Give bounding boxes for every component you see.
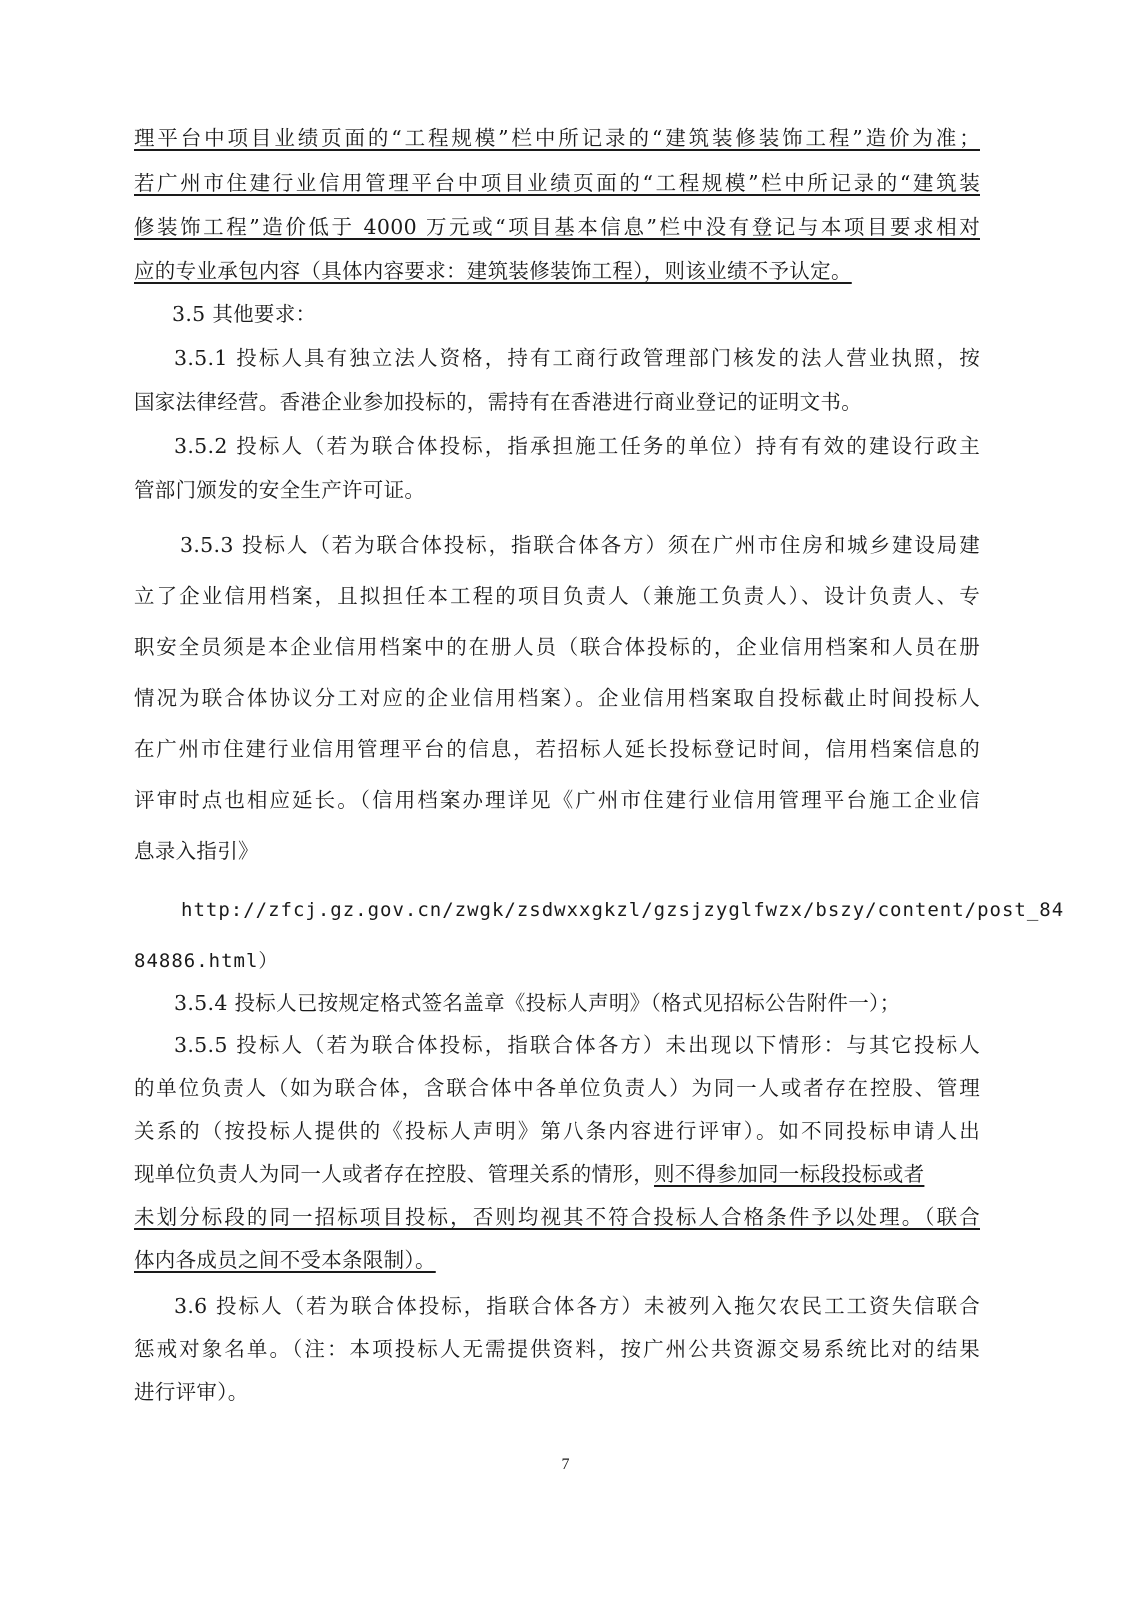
underlined-text: 则不得参加同一标段投标或者 (654, 1162, 925, 1186)
url-text: 84886.html） (134, 950, 279, 972)
paragraph-line: 管部门颁发的安全生产许可证。 (134, 478, 426, 502)
paragraph-line (134, 1159, 980, 1189)
paragraph-line: 情况为联合体协议分工对应的企业信用档案）。企业信用档案取自投标截止时间投标人 (134, 686, 980, 710)
paragraph-line: 惩戒对象名单。（注：本项投标人无需提供资料，按广州公共资源交易系统比对的结果 (134, 1337, 980, 1361)
paragraph-line: 职安全员须是本企业信用档案中的在册人员（联合体投标的，企业信用档案和人员在册 (134, 635, 980, 659)
paragraph-line: 关系的（按投标人提供的《投标人声明》第八条内容进行评审）。如不同投标申请人出 (134, 1119, 980, 1143)
page-number: 7 (561, 1456, 570, 1473)
paragraph-line: 若广州市住建行业信用管理平台中项目业绩页面的“工程规模”栏中所记录的“建筑装 (134, 171, 980, 195)
paragraph-line: 3.6 投标人（若为联合体投标，指联合体各方）未被列入拖欠农民工工资失信联合 (174, 1294, 980, 1318)
paragraph-line: 在广州市住建行业信用管理平台的信息，若招标人延长投标登记时间，信用档案信息的 (134, 737, 980, 761)
paragraph-line: 体内各成员之间不受本条限制）。 (134, 1248, 436, 1272)
paragraph-line: 3.5.3 投标人（若为联合体投标，指联合体各方）须在广州市住房和城乡建设局建 (180, 533, 980, 557)
paragraph-line: 评审时点也相应延长。（信用档案办理详见《广州市住建行业信用管理平台施工企业信 (134, 788, 980, 812)
paragraph-line: 进行评审）。 (134, 1380, 249, 1404)
url-text: http://zfcj.gz.gov.cn/zwgk/zsdwxxgkzl/gzsjzyglfwzx/bszy/content/post_84 (181, 899, 1065, 921)
paragraph-text: 现单位负责人为同一人或者存在控股、管理关系的情形， (134, 1162, 654, 1186)
paragraph-line: 3.5.1 投标人具有独立法人资格，持有工商行政管理部门核发的法人营业执照，按 (174, 346, 980, 370)
paragraph-line: 3.5.5 投标人（若为联合体投标，指联合体各方）未出现以下情形：与其它投标人 (174, 1033, 980, 1057)
paragraph-line: 未划分标段的同一招标项目投标，否则均视其不符合投标人合格条件予以处理。（联合 (134, 1205, 980, 1229)
paragraph-line: 国家法律经营。香港企业参加投标的，需持有在香港进行商业登记的证明文书。 (134, 390, 862, 414)
paragraph-line: 应的专业承包内容（具体内容要求：建筑装修装饰工程），则该业绩不予认定。 (134, 259, 852, 283)
paragraph-line: 3.5.4 投标人已按规定格式签名盖章《投标人声明》（格式见招标公告附件一）； (174, 991, 901, 1015)
paragraph-line: 理平台中项目业绩页面的“工程规模”栏中所记录的“建筑装修装饰工程”造价为准； (134, 126, 980, 150)
paragraph-line: 修装饰工程”造价低于 4000 万元或“项目基本信息”栏中没有登记与本项目要求相对 (134, 215, 980, 239)
section-heading: 3.5 其他要求： (172, 302, 317, 326)
paragraph-line: 3.5.2 投标人（若为联合体投标，指承担施工任务的单位）持有有效的建设行政主 (174, 434, 980, 458)
paragraph-line: 息录入指引》 (134, 839, 259, 863)
paragraph-line: 立了企业信用档案，且拟担任本工程的项目负责人（兼施工负责人）、设计负责人、专 (134, 584, 980, 608)
paragraph-line: 的单位负责人（如为联合体，含联合体中各单位负责人）为同一人或者存在控股、管理 (134, 1076, 980, 1100)
